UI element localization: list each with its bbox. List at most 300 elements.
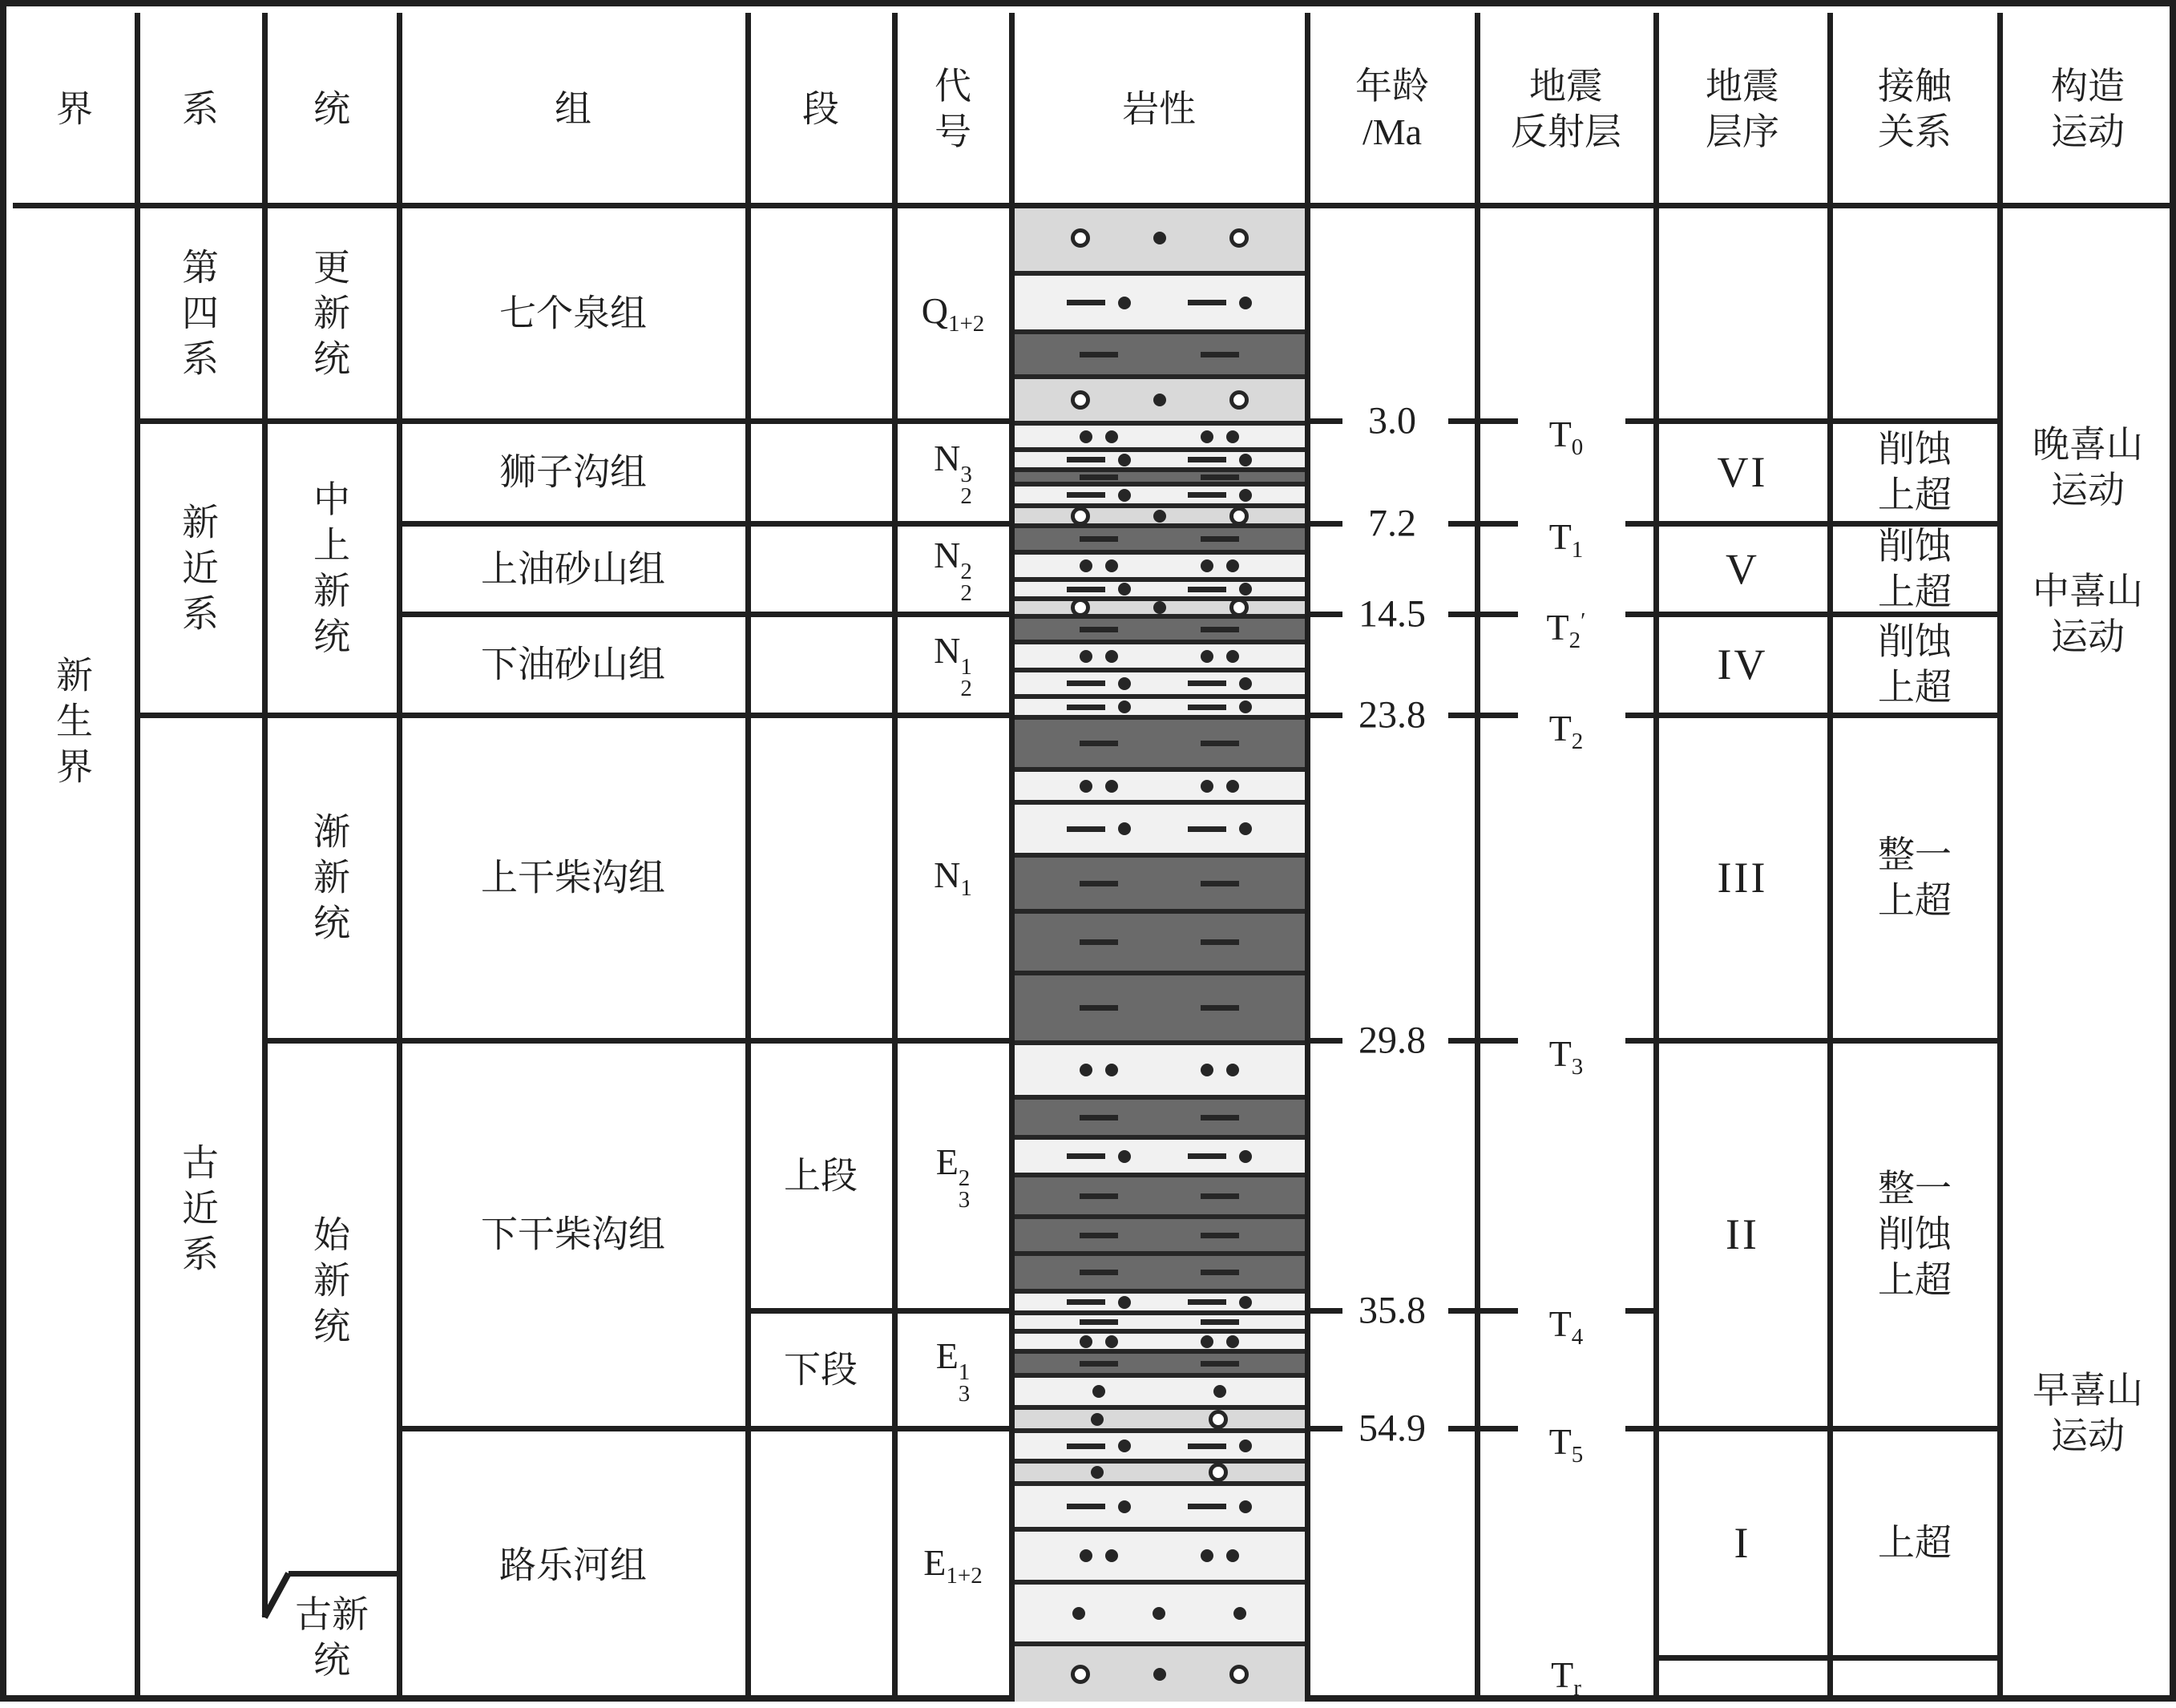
open-circle-mark <box>1071 228 1090 248</box>
contact-2 <box>1878 619 1952 710</box>
series-2-line: 统 <box>313 902 350 944</box>
header-era <box>56 87 93 132</box>
dot-mark <box>1213 1385 1226 1398</box>
dot-mark <box>1118 677 1131 690</box>
open-circle-mark <box>1209 1410 1228 1429</box>
reflector-label-6 <box>1549 1420 1584 1468</box>
sequence-III: III <box>1717 854 1768 902</box>
dash-mark <box>1188 705 1226 710</box>
age-left-tick <box>1307 713 1342 718</box>
dash-mark <box>1080 536 1118 542</box>
lith-band <box>1011 853 1307 909</box>
header-contact <box>1878 63 1952 155</box>
sequence-II: II <box>1726 1210 1759 1258</box>
reflector-base-0: T <box>1548 414 1572 454</box>
sequence-I: I <box>1734 1519 1751 1567</box>
dash-dot-group <box>1067 822 1131 835</box>
tectonic-2-line: 运动 <box>2051 1415 2125 1456</box>
dash-mark <box>1201 352 1239 357</box>
member-code-0-sup: 2 <box>958 1165 971 1191</box>
lith-band <box>1011 1527 1307 1580</box>
dash-mark <box>1067 1153 1105 1159</box>
lith-band <box>1011 1040 1307 1095</box>
lith-band <box>1011 800 1307 853</box>
header-reflector-line: 反射层 <box>1511 111 1621 152</box>
dash-mark <box>1080 1233 1118 1238</box>
lith-band <box>1011 614 1307 640</box>
formation-6: 路乐河组 <box>499 1544 647 1585</box>
lith-band <box>1011 1095 1307 1135</box>
lithology-column <box>1011 205 1307 1702</box>
reflector-label-3 <box>1549 707 1584 755</box>
lith-band <box>1011 447 1307 467</box>
divider-formation-member <box>745 13 751 1702</box>
reflector-label-2 <box>1547 606 1586 654</box>
open-circle-mark <box>1229 1665 1249 1684</box>
dot-mark <box>1239 1439 1252 1452</box>
divider-series-formation <box>397 13 402 1702</box>
dash-mark <box>1067 826 1105 832</box>
dot-mark <box>1118 454 1131 466</box>
dash-mark <box>1067 1504 1105 1509</box>
dash-dot-group <box>1188 1439 1252 1452</box>
reflector-base-3: T <box>1548 708 1572 749</box>
code-0-base: Q <box>921 289 948 331</box>
header-member-line: 段 <box>802 88 839 130</box>
reflector-right-tick <box>1625 418 1656 424</box>
lith-band <box>1011 668 1307 694</box>
series-4-line: 古新 <box>295 1594 369 1635</box>
reflector-sub-3: 2 <box>1571 729 1584 754</box>
code-6 <box>923 1541 982 1589</box>
lith-band <box>1011 577 1307 596</box>
series-1-line: 中 <box>313 478 350 520</box>
header-reflector-line: 地震 <box>1529 66 1603 107</box>
dash-mark <box>1201 1233 1239 1238</box>
header-tectonic <box>2051 63 2125 155</box>
reflector-label-1 <box>1549 515 1584 563</box>
divider-era-system <box>135 13 140 1702</box>
dot-pair-group <box>1201 650 1239 663</box>
series-2-line: 新 <box>313 857 350 898</box>
dash-mark <box>1067 705 1105 710</box>
contact-1-line: 上超 <box>1878 571 1952 612</box>
header-code-line: 号 <box>935 111 971 152</box>
age-label-4: 29.8 <box>1358 1019 1426 1062</box>
age-right-tick <box>1448 1038 1518 1044</box>
dash-dot-group <box>1067 454 1131 466</box>
dash-dot-group <box>1188 454 1252 466</box>
reflector-label-5 <box>1549 1302 1584 1351</box>
code-2 <box>934 534 972 604</box>
age-label-1: 7.2 <box>1368 502 1416 545</box>
open-circle-mark <box>1229 390 1249 410</box>
code-2-sup: 2 <box>960 558 972 584</box>
dash-mark <box>1201 881 1239 886</box>
dot-mark <box>1080 430 1092 443</box>
contact-4 <box>1878 1166 1952 1303</box>
dot-mark <box>1239 489 1252 502</box>
code-3 <box>934 629 972 700</box>
dash-dot-group <box>1188 1500 1252 1513</box>
divider-member-code <box>892 13 898 1702</box>
header-sequence <box>1706 63 1779 155</box>
contact-4-line: 整一 <box>1878 1168 1952 1209</box>
dash-mark <box>1188 300 1226 305</box>
age-label-5: 35.8 <box>1358 1289 1426 1332</box>
dash-mark <box>1188 1504 1226 1509</box>
reflector-sub-4: 3 <box>1571 1054 1584 1080</box>
dot-mark <box>1226 1549 1239 1562</box>
system-2-line: 系 <box>182 1234 219 1274</box>
age-label-0: 3.0 <box>1368 399 1416 442</box>
lith-band <box>1011 421 1307 447</box>
dash-mark <box>1201 627 1239 632</box>
dot-mark <box>1153 601 1166 614</box>
series-3-line: 新 <box>313 1260 350 1302</box>
dot-mark <box>1105 559 1118 572</box>
dash-mark <box>1080 1115 1118 1120</box>
dot-mark <box>1239 701 1252 713</box>
dot-mark <box>1118 1296 1131 1309</box>
contact-2-line: 削蚀 <box>1878 621 1952 662</box>
header-tectonic-line: 运动 <box>2051 111 2125 152</box>
dot-mark <box>1239 1500 1252 1513</box>
dot-mark <box>1091 1466 1104 1479</box>
contact-1-line: 削蚀 <box>1878 525 1952 567</box>
lith-band <box>1011 1428 1307 1459</box>
paleocene-top-rule <box>289 1571 399 1577</box>
contact-3-line: 上超 <box>1878 880 1952 921</box>
dash-mark <box>1201 939 1239 945</box>
dash-mark <box>1201 1270 1239 1275</box>
member-code-1-sup: 1 <box>958 1359 971 1385</box>
contact-4-line: 削蚀 <box>1878 1213 1952 1255</box>
row-rule-shizigou <box>399 521 1011 527</box>
formation-0: 七个泉组 <box>499 293 647 333</box>
era-cenozoic-line: 界 <box>56 746 93 787</box>
code-1 <box>934 437 972 507</box>
header-age <box>1355 63 1429 155</box>
dash-dot-group <box>1188 1150 1252 1163</box>
dot-mark <box>1153 394 1166 406</box>
lith-band <box>1011 1214 1307 1251</box>
member-code-0-subsup <box>958 1165 971 1213</box>
dash-dot-group <box>1067 1439 1131 1452</box>
dash-mark <box>1201 1193 1239 1199</box>
header-lithology <box>1122 87 1196 132</box>
divider-reflector-sequence <box>1653 13 1659 1702</box>
code-1-sub: 2 <box>960 483 972 509</box>
lith-band <box>1011 1310 1307 1329</box>
header-code <box>935 63 971 155</box>
member-code-0-base: E <box>935 1141 959 1182</box>
lith-band <box>1011 329 1307 374</box>
lith-band <box>1011 1641 1307 1702</box>
dot-mark <box>1239 297 1252 309</box>
open-circle-mark <box>1071 507 1090 526</box>
lith-band <box>1011 1135 1307 1173</box>
dot-mark <box>1072 1607 1085 1620</box>
dash-dot-group <box>1067 1150 1131 1163</box>
header-series <box>313 87 350 132</box>
sequence-IV: IV <box>1717 640 1768 688</box>
dot-mark <box>1153 1668 1166 1681</box>
dash-dot-group <box>1067 489 1131 502</box>
age-right-tick <box>1448 1308 1518 1314</box>
dot-mark <box>1201 1549 1213 1562</box>
row-rule-shangyoushashan <box>399 612 1011 617</box>
dot-pair-group <box>1080 1064 1118 1076</box>
dot-pair-group <box>1080 430 1118 443</box>
series-4 <box>295 1592 369 1683</box>
dot-mark <box>1080 780 1092 793</box>
dash-dot-group <box>1188 489 1252 502</box>
age-label-6: 54.9 <box>1358 1407 1426 1450</box>
dot-mark <box>1233 1607 1246 1620</box>
dash-mark <box>1080 1361 1118 1367</box>
dash-dot-group <box>1188 297 1252 309</box>
age-right-tick <box>1448 713 1518 718</box>
reflector-base-1: T <box>1548 516 1572 557</box>
tectonic-0-line: 晚喜山 <box>2033 424 2143 465</box>
reflector-label-0 <box>1549 413 1584 461</box>
open-circle-mark <box>1229 507 1249 526</box>
contact-5-line: 上超 <box>1878 1522 1952 1564</box>
dot-mark <box>1105 1549 1118 1562</box>
open-circle-mark <box>1071 1665 1090 1684</box>
dot-mark <box>1201 650 1213 663</box>
dot-pair-group <box>1201 1549 1239 1562</box>
code-3-base: N <box>934 630 961 671</box>
reflector-base-6: T <box>1548 1421 1572 1462</box>
dot-mark <box>1105 650 1118 663</box>
lith-band <box>1011 1373 1307 1405</box>
divider-code-lithology <box>1009 13 1015 1702</box>
dash-mark <box>1080 1270 1118 1275</box>
reflector-right-tick <box>1625 1426 1656 1431</box>
tectonic-2-line: 早喜山 <box>2033 1370 2143 1411</box>
header-sequence-line: 层序 <box>1706 111 1779 152</box>
dot-mark <box>1239 677 1252 690</box>
series-0-line: 统 <box>313 338 350 379</box>
reflector-right-tick <box>1625 1038 1656 1044</box>
age-label-3: 23.8 <box>1358 693 1426 737</box>
dot-mark <box>1239 1150 1252 1163</box>
formation-5: 下干柴沟组 <box>481 1213 665 1255</box>
reflector-base-2: T <box>1546 607 1569 648</box>
dash-dot-group <box>1188 583 1252 596</box>
code-3-sup: 1 <box>960 654 972 680</box>
header-contact-line: 接触 <box>1878 66 1952 107</box>
code-4 <box>934 854 972 902</box>
dash-mark <box>1188 680 1226 686</box>
tectonic-2 <box>2033 1367 2143 1459</box>
divider-contact-tectonic <box>1997 13 2003 1702</box>
dot-mark <box>1201 780 1213 793</box>
header-era-line: 界 <box>56 88 93 130</box>
lith-band <box>1011 523 1307 550</box>
lith-band <box>1011 640 1307 668</box>
dot-mark <box>1105 780 1118 793</box>
dash-mark <box>1067 1299 1105 1305</box>
divider-age-reflector <box>1475 13 1480 1702</box>
formation-4: 上干柴沟组 <box>481 857 665 898</box>
dot-pair-group <box>1080 650 1118 663</box>
code-1-base: N <box>934 438 961 478</box>
lith-band <box>1011 767 1307 800</box>
age-right-tick <box>1448 1426 1518 1431</box>
lith-band <box>1011 550 1307 577</box>
lith-band <box>1011 909 1307 971</box>
dash-mark <box>1188 1299 1226 1305</box>
sequence-contact-rule <box>1656 713 2000 718</box>
code-6-sub: 1+2 <box>946 1562 983 1589</box>
system-0-line: 系 <box>182 338 219 379</box>
dash-mark <box>1067 680 1105 686</box>
dash-mark <box>1188 826 1226 832</box>
age-left-tick <box>1307 1426 1342 1431</box>
dot-mark <box>1091 1413 1104 1426</box>
code-0-sub: 1+2 <box>947 310 985 337</box>
reflector-right-tick <box>1625 612 1656 617</box>
lith-band <box>1011 482 1307 503</box>
lith-band <box>1011 596 1307 614</box>
age-label-2: 14.5 <box>1358 592 1426 636</box>
formation-3: 下油砂山组 <box>481 644 665 685</box>
lith-band <box>1011 1289 1307 1310</box>
code-2-subsup <box>960 558 972 606</box>
system-1-line: 新 <box>182 502 219 543</box>
system-1-line: 系 <box>182 593 219 634</box>
member-code-0-sub: 3 <box>958 1186 971 1213</box>
lith-band <box>1011 467 1307 482</box>
member-code-1-base: E <box>935 1335 959 1376</box>
system-2 <box>182 1140 219 1277</box>
dash-mark <box>1080 474 1118 480</box>
dot-pair-group <box>1080 780 1118 793</box>
series-3-line: 统 <box>313 1306 350 1347</box>
dot-mark <box>1105 1335 1118 1348</box>
divider-sequence-contact <box>1827 13 1833 1702</box>
dash-mark <box>1201 741 1239 746</box>
dot-mark <box>1118 1500 1131 1513</box>
tectonic-1-line: 中喜山 <box>2033 571 2143 612</box>
dot-mark <box>1080 1335 1092 1348</box>
code-3-subsup <box>960 656 972 700</box>
dash-mark <box>1080 881 1118 886</box>
lith-band <box>1011 1580 1307 1641</box>
series-2 <box>313 810 350 947</box>
member-0: 上段 <box>784 1155 858 1196</box>
contact-0-line: 削蚀 <box>1878 429 1952 470</box>
dot-pair-group <box>1080 1335 1118 1348</box>
header-member <box>802 87 839 132</box>
system-2-line: 近 <box>182 1188 219 1229</box>
dot-mark <box>1118 489 1131 502</box>
contact-0-line: 上超 <box>1878 474 1952 515</box>
sequence-contact-rule <box>1656 1038 2000 1044</box>
dash-dot-group <box>1188 822 1252 835</box>
dot-mark <box>1226 430 1239 443</box>
dash-mark <box>1080 741 1118 746</box>
dot-mark <box>1118 1150 1131 1163</box>
dash-dot-group <box>1067 701 1131 713</box>
dot-mark <box>1092 1385 1105 1398</box>
dash-mark <box>1067 300 1105 305</box>
contact-1 <box>1878 523 1952 615</box>
dot-pair-group <box>1201 430 1239 443</box>
dash-dot-group <box>1188 701 1252 713</box>
tectonic-0-line: 运动 <box>2051 470 2125 511</box>
dot-pair-group <box>1201 1335 1239 1348</box>
system-1-line: 近 <box>182 547 219 588</box>
series-0-line: 新 <box>313 293 350 333</box>
divider-lithology-age <box>1305 13 1310 1702</box>
contact-5 <box>1878 1520 1952 1566</box>
system-0-line: 第 <box>182 247 219 288</box>
sequence-contact-rule <box>1656 1426 2000 1431</box>
dash-mark <box>1188 587 1226 592</box>
header-bottom-rule <box>13 203 2176 208</box>
tectonic-0 <box>2033 422 2143 513</box>
open-circle-mark <box>1229 228 1249 248</box>
header-formation <box>555 87 591 132</box>
member-1: 下段 <box>784 1349 858 1390</box>
reflector-sub-6: 5 <box>1571 1442 1584 1468</box>
dot-mark <box>1118 822 1131 835</box>
dash-mark <box>1188 492 1226 498</box>
contact-3-line: 整一 <box>1878 834 1952 875</box>
dot-mark <box>1201 559 1213 572</box>
header-age-line: /Ma <box>1362 111 1423 152</box>
system-1 <box>182 499 219 636</box>
age-right-tick <box>1448 418 1518 424</box>
contact-0 <box>1878 426 1952 518</box>
reflector-base-4: T <box>1548 1033 1572 1074</box>
series-1 <box>313 477 350 660</box>
lith-band <box>1011 1349 1307 1373</box>
dot-pair-group <box>1201 1064 1239 1076</box>
series-3 <box>313 1213 350 1350</box>
code-3-sub: 2 <box>960 676 972 701</box>
era-cenozoic-line: 新 <box>56 655 93 696</box>
open-circle-mark <box>1209 1463 1228 1482</box>
sequence-V: V <box>1726 544 1759 593</box>
age-right-tick <box>1448 612 1518 617</box>
dot-mark <box>1153 510 1166 523</box>
row-rule-shangganchaigou <box>264 1038 1011 1044</box>
code-0 <box>922 289 985 337</box>
code-1-subsup <box>960 464 972 507</box>
member-code-1-sub: 3 <box>958 1380 971 1407</box>
dash-mark <box>1067 1444 1105 1449</box>
dash-mark <box>1080 1005 1118 1011</box>
lith-band <box>1011 1481 1307 1527</box>
era-cenozoic-line: 生 <box>56 701 93 741</box>
dot-mark <box>1239 1296 1252 1309</box>
dot-mark <box>1226 780 1239 793</box>
code-1-sup: 3 <box>960 462 972 487</box>
code-6-base: E <box>923 1541 947 1583</box>
series-1-line: 新 <box>313 570 350 612</box>
dash-dot-group <box>1067 583 1131 596</box>
system-0-line: 四 <box>182 293 219 333</box>
reflector-base-5: T <box>1548 1303 1572 1344</box>
dash-mark <box>1188 457 1226 462</box>
dash-mark <box>1188 1444 1226 1449</box>
dot-mark <box>1080 559 1092 572</box>
